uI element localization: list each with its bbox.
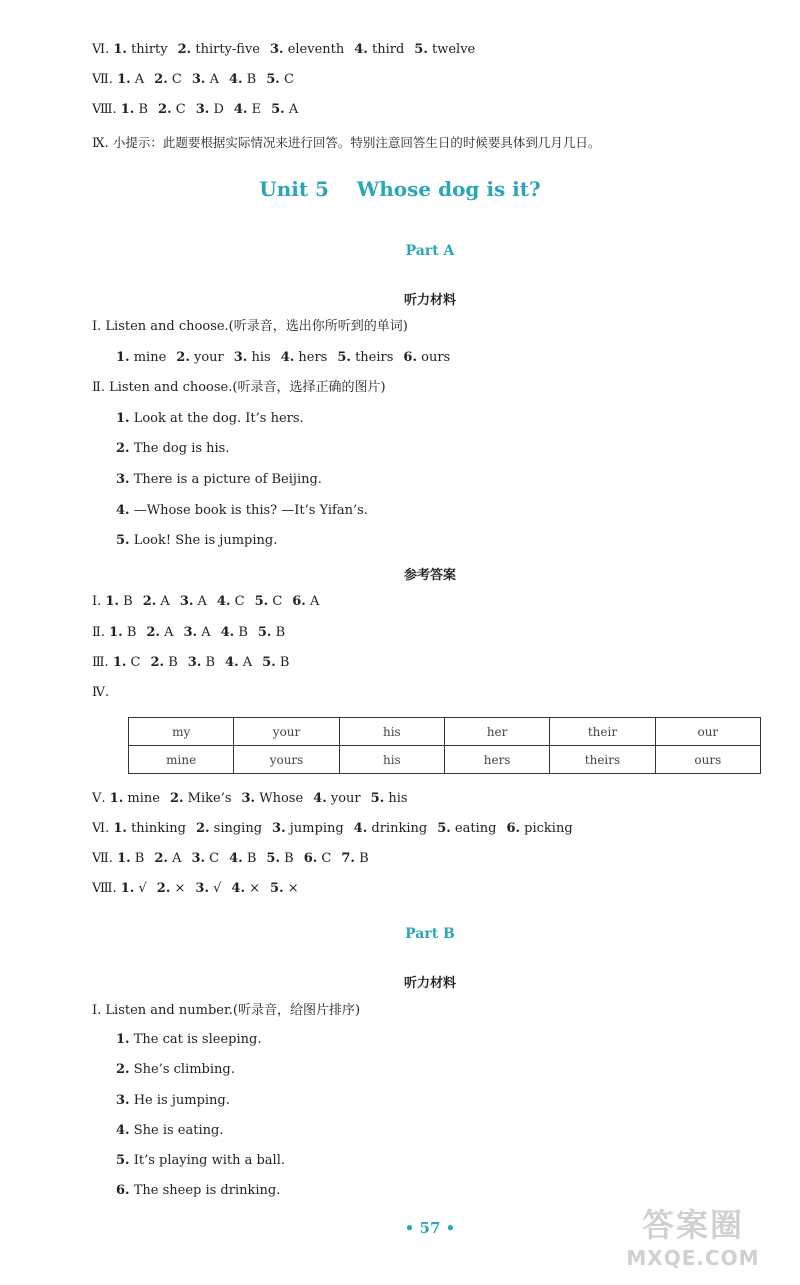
table-row [129,718,761,746]
item-number: 5. [266,72,280,87]
table-cell: his [339,746,444,774]
item-answer: C [234,594,245,609]
item-number: 1. [112,655,127,670]
answer-line-ii [92,624,285,642]
sentence-text: The sheep is drinking. [133,1183,281,1198]
item-number: 5. [414,42,428,57]
pronoun-table [128,717,761,774]
prompt-text: Listen and number.(听录音，给图片排序) [105,1003,361,1018]
part-a-heading: Part A [405,243,455,259]
answer-line-vii [92,71,294,89]
item-answer: B [123,594,133,609]
item-number: 2. [142,594,157,609]
listening-line [116,410,304,428]
item-answer: C [209,851,220,866]
roman-label: Ⅰ. [92,319,102,334]
roman-label: Ⅱ. [92,380,105,395]
item-number: 1. [116,1032,130,1047]
table-row [129,746,761,774]
item-number: 2. [158,102,172,117]
item-answer: A [309,594,320,609]
item-number: 2. [116,441,130,456]
item-number: 5. [270,881,284,896]
answer-line-iii [92,654,289,672]
item-number: 5. [437,821,451,836]
item-number: 5. [266,851,280,866]
prompt-text: Listen and choose.(听录音，选择正确的图片) [109,380,386,395]
item-answer: mine [133,350,167,365]
item-answer: B [275,625,286,640]
item-number: 2. [154,72,168,87]
item-answer: singing [213,821,263,836]
item-number: 4. [116,503,130,518]
item-number: 2. [176,350,190,365]
item-answer: B [279,655,290,670]
item-number: 1. [113,821,127,836]
roman-label: Ⅰ. [92,1003,102,1018]
item-number: 2. [154,851,168,866]
item-number: 2. [177,42,192,57]
listening-line [116,1122,223,1140]
item-answer: jumping [289,821,344,836]
listening-heading-b: 听力材料 [403,976,456,991]
item-answer: A [242,655,253,670]
item-number: 1. [113,42,127,57]
item-answer: D [213,102,224,117]
listening-line [116,502,368,520]
item-number: 6. [116,1183,130,1198]
item-answer: theirs [355,350,394,365]
roman-label: Ⅶ. [92,851,113,866]
item-answer: picking [524,821,573,836]
sentence-text: She’s climbing. [133,1062,235,1077]
item-answer: your [194,350,224,365]
roman-label: Ⅷ. [92,881,117,896]
sentence-text: There is a picture of Beijing. [133,472,322,487]
item-number: 2. [116,1062,130,1077]
item-number: 2. [195,821,210,836]
item-number: 3. [191,851,206,866]
item-answer: A [209,72,219,87]
item-answer: thinking [131,821,186,836]
item-number: 3. [241,791,256,806]
item-number: 5. [116,533,130,548]
item-number: 4. [354,42,368,57]
roman-label: Ⅲ. [92,655,109,670]
answer-line-iv [92,684,109,702]
item-answer: B [134,851,145,866]
item-number: 1. [109,625,123,640]
roman-label: Ⅳ. [92,685,110,700]
item-number: 4. [233,102,248,117]
roman-label: Ⅸ. [92,136,109,151]
answer-line-v [92,790,408,808]
item-number: 5. [271,102,285,117]
question-i-prompt [92,318,408,336]
item-number: 1. [109,791,124,806]
item-number: 1. [105,594,119,609]
listening-line [116,532,277,550]
item-number: 6. [292,594,306,609]
question-i-words [116,349,450,367]
item-answer: mine [127,791,160,806]
item-number: 5. [116,1153,130,1168]
table-cell: our [655,718,760,746]
item-number: 5. [254,594,269,609]
listening-line [116,1092,230,1110]
unit-title: Unit 5 Whose dog is it? [259,177,541,201]
item-answer: × [174,881,186,896]
item-answer: A [201,625,211,640]
item-answer: twelve [432,42,476,57]
listening-line [116,1061,235,1079]
table-cell: theirs [550,746,655,774]
table-cell: your [234,718,339,746]
item-answer: B [138,102,149,117]
item-answer: drinking [371,821,428,836]
item-answer: C [130,655,141,670]
listening-line [116,1031,261,1049]
sentence-text: She is eating. [133,1123,224,1138]
answer-line-vii-a [92,850,369,868]
sentence-text: The dog is his. [133,441,230,456]
roman-label: Ⅵ. [92,42,110,57]
item-number: 4. [225,655,239,670]
item-number: 2. [156,881,171,896]
part-b-heading: Part B [405,926,455,942]
item-answer: E [251,102,262,117]
sentence-text: —Whose book is this? —It’s Yifan’s. [133,503,368,518]
roman-label: Ⅶ. [92,72,113,87]
roman-label: Ⅵ. [92,821,110,836]
item-number: 4. [353,821,368,836]
item-answer: eating [454,821,497,836]
roman-label: Ⅴ. [92,791,106,806]
item-number: 5. [262,655,276,670]
item-number: 4. [280,350,295,365]
watermark-logo [598,1205,788,1277]
page-number: • 57 • [404,1219,456,1237]
item-number: 3. [179,594,194,609]
listening-line [116,1182,280,1200]
item-answer: hers [298,350,328,365]
item-number: 2. [169,791,184,806]
item-answer: C [171,72,182,87]
listening-line [116,471,322,489]
item-answer: A [134,72,145,87]
item-number: 1. [116,350,130,365]
watermark-url: MXQE.COM [626,1246,760,1270]
item-number: 1. [117,851,131,866]
item-number: 2. [150,655,165,670]
item-answer: √ [138,881,147,896]
item-number: 1. [120,102,135,117]
item-answer: A [172,851,182,866]
item-answer: A [197,594,207,609]
item-number: 3. [116,1093,130,1108]
item-answer: thirty [131,42,168,57]
item-answer: third [371,42,405,57]
item-answer: Mike’s [187,791,232,806]
item-answer: your [330,791,361,806]
listening-line [116,440,230,458]
item-answer: × [249,881,261,896]
answer-line-i [92,593,319,611]
answer-line-ix [92,134,600,153]
item-answer: A [164,625,174,640]
item-number: 5. [337,350,351,365]
answer-line-viii-a [92,880,299,898]
item-number: 5. [257,625,272,640]
table-cell: his [339,718,444,746]
item-number: 3. [187,655,202,670]
item-answer: thirty-five [195,42,260,57]
roman-label: Ⅰ. [92,594,102,609]
item-answer: C [272,594,283,609]
item-answer: C [283,72,294,87]
item-number: 3. [195,102,210,117]
sentence-text: He is jumping. [133,1093,230,1108]
item-number: 1. [116,411,130,426]
item-number: 4. [116,1123,130,1138]
item-answer: his [251,350,271,365]
item-answer: Whose [259,791,304,806]
item-number: 4. [228,72,243,87]
item-answer: his [388,791,408,806]
answer-line-vi [92,41,475,59]
item-answer: × [287,881,299,896]
item-answer: A [160,594,170,609]
sentence-text: Look! She is jumping. [133,533,278,548]
item-answer: ours [421,350,451,365]
sentence-text: The cat is sleeping. [133,1032,262,1047]
roman-label: Ⅷ. [92,102,117,117]
item-answer: B [238,625,248,640]
item-answer: B [359,851,369,866]
item-number: 3. [191,72,206,87]
table-cell: ours [655,746,760,774]
item-number: 4. [229,851,243,866]
item-number: 3. [233,350,248,365]
watermark-text: 答案圈 [641,1206,744,1244]
table-cell: their [550,718,655,746]
question-ii-prompt [92,379,386,397]
item-number: 4. [216,594,231,609]
item-number: 3. [269,42,284,57]
item-answer: B [205,655,216,670]
listening-heading-a: 听力材料 [403,293,456,308]
item-number: 3. [116,472,130,487]
item-answer: C [321,851,332,866]
answers-heading: 参考答案 [403,568,456,583]
item-answer: √ [213,881,222,896]
sentence-text: Look at the dog. It’s hers. [133,411,304,426]
listening-line [116,1152,285,1170]
prompt-text: Listen and choose.(听录音，选出你所听到的单词) [105,319,408,334]
item-answer: C [175,102,186,117]
item-number: 7. [341,851,355,866]
item-answer: B [246,851,257,866]
table-cell: her [444,718,549,746]
table-cell: yours [234,746,339,774]
item-number: 5. [370,791,385,806]
item-number: 2. [146,625,160,640]
roman-label: Ⅱ. [92,625,105,640]
answer-line-viii [92,101,298,119]
item-answer: B [126,625,137,640]
table-cell: hers [444,746,549,774]
item-number: 1. [117,72,131,87]
question-i-b-prompt [92,1002,360,1020]
answer-line-vi-a [92,820,573,838]
item-number: 1. [120,881,135,896]
item-number: 3. [183,625,198,640]
item-number: 3. [195,881,209,896]
sentence-text: It’s playing with a ball. [133,1153,285,1168]
item-number: 3. [272,821,286,836]
table-cell: mine [129,746,234,774]
item-number: 6. [403,350,417,365]
item-answer: B [246,72,257,87]
item-answer: A [288,102,299,117]
item-answer: eleventh [287,42,345,57]
item-number: 6. [303,851,318,866]
table-cell: my [129,718,234,746]
item-number: 4. [313,791,327,806]
item-answer: B [168,655,178,670]
item-answer: B [284,851,294,866]
item-number: 4. [220,625,235,640]
item-number: 4. [231,881,245,896]
item-number: 6. [506,821,521,836]
tip-text: 小提示：此题要根据实际情况来进行回答。特别注意回答生日的时候要具体到几月几日。 [112,135,601,150]
